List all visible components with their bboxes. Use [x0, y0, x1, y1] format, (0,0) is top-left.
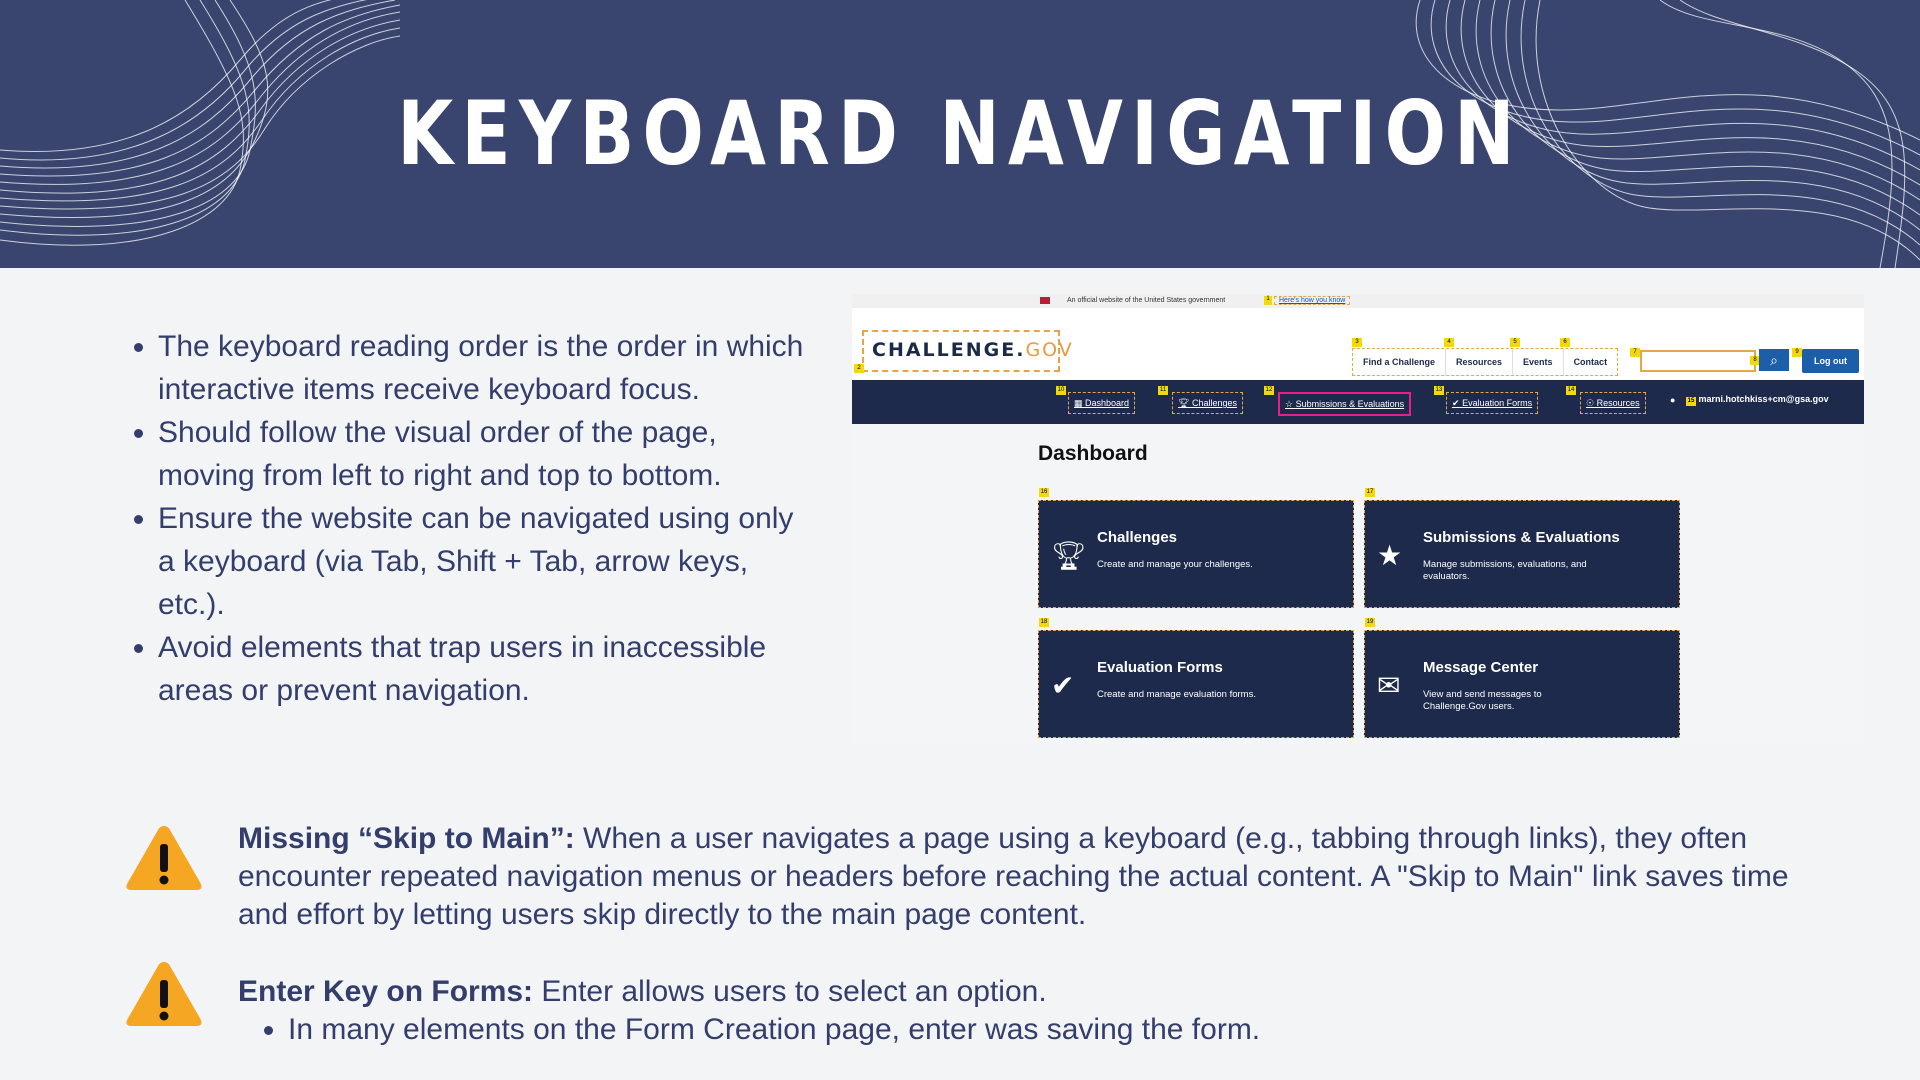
logo-main: CHALLENGE. — [872, 339, 1026, 361]
bullet-item: • Should follow the visual order of the page, moving from left to right and top to bottom. — [158, 411, 818, 497]
contact-link[interactable]: Contact — [1573, 357, 1608, 367]
card-description: Create and manage evaluation forms. — [1097, 689, 1256, 700]
star-icon: ☆ — [1285, 399, 1294, 409]
heres-how-you-know-link[interactable]: Here's how you know — [1274, 296, 1350, 305]
gov-banner-text: An official website of the United States government — [1067, 297, 1226, 304]
card-submissions-evaluations[interactable] — [1364, 500, 1680, 608]
nav-submissions-evaluations[interactable] — [1278, 392, 1411, 416]
trophy-icon: 🏆︎ — [1051, 540, 1087, 571]
tab-order-badge: 7 — [1630, 348, 1640, 357]
find-a-challenge-link[interactable]: Find a Challenge — [1353, 349, 1446, 375]
nav-label: Resources — [1596, 398, 1640, 408]
challenge-gov-logo[interactable] — [862, 330, 1074, 372]
warning-icon — [124, 958, 204, 1030]
card-title: Submissions & Evaluations — [1423, 529, 1620, 546]
slide-title: KEYBOARD NAVIGATION — [397, 82, 1523, 185]
note-label: Enter Key on Forms: — [238, 975, 534, 1008]
bullet-item: • Ensure the website can be navigated using only a keyboard (via Tab, Shift + Tab, arrow keys, etc.). — [158, 497, 818, 626]
slide-header — [0, 0, 1920, 268]
nav-label: Challenges — [1191, 398, 1237, 408]
check-circle-icon: ✔ — [1452, 398, 1460, 408]
nav-resources[interactable] — [1580, 392, 1646, 414]
user-email-text: marni.hotchkiss+cm@gsa.gov — [1698, 394, 1829, 404]
site-header — [852, 308, 1864, 380]
tab-order-badge: 5 — [1510, 338, 1520, 347]
card-title: Message Center — [1423, 659, 1539, 676]
tab-order-badge: 6 — [1560, 338, 1570, 347]
note-subitem: • In many elements on the Form Creation page, enter was saving the form. — [288, 1011, 1798, 1049]
tab-order-badge: 11 — [1159, 387, 1167, 393]
logo-suffix: GOV — [1025, 339, 1074, 361]
search-input[interactable] — [1640, 350, 1756, 372]
card-challenges[interactable] — [1038, 500, 1354, 608]
card-message-center[interactable] — [1364, 630, 1680, 738]
card-description: Manage submissions, evaluations, and evaluators. — [1423, 559, 1587, 582]
dashboard-title: Dashboard — [1038, 442, 1148, 465]
nav-label: Evaluation Forms — [1462, 398, 1533, 408]
bullet-item: • Avoid elements that trap users in inaccessible areas or prevent navigation. — [158, 626, 818, 712]
us-flag-icon — [1040, 297, 1050, 304]
card-evaluation-forms[interactable] — [1038, 630, 1354, 738]
tab-order-badge: 1 — [1264, 296, 1272, 305]
tab-order-badge: 14 — [1567, 387, 1575, 393]
search-icon: ⌕ — [1770, 352, 1778, 368]
embedded-screenshot — [852, 294, 1864, 744]
tab-order-badge: 15 — [1687, 398, 1695, 404]
search-button[interactable] — [1759, 349, 1789, 371]
grid-icon: ▦ — [1074, 398, 1083, 408]
tab-order-badge: 9 — [1792, 348, 1802, 357]
star-icon: ★ — [1377, 540, 1403, 571]
top-links — [1352, 348, 1618, 376]
check-circle-icon: ✔ — [1051, 670, 1075, 701]
card-description: View and send messages to Challenge.Gov users. — [1423, 689, 1542, 712]
bullet-item: • The keyboard reading order is the order in which interactive items receive keyboard focus. — [158, 325, 818, 411]
note-text: Enter allows users to select an option. — [533, 975, 1047, 1008]
events-link[interactable]: Events — [1513, 349, 1564, 375]
dashboard-nav — [852, 380, 1864, 424]
tab-order-badge: 12 — [1265, 387, 1273, 393]
note-label: Missing “Skip to Main”: — [238, 822, 575, 855]
tab-order-badge: 4 — [1444, 338, 1454, 347]
note-text: When a user navigates a page using a keyboard (e.g., tabbing through links), they often encounter repeated navigation menus or headers before reaching the actual content. A "Skip to Main" link saves time and effort by letting users skip directly to the main page content. — [238, 822, 1789, 931]
tab-order-badge: 8 — [1750, 356, 1760, 365]
resources-link[interactable]: Resources — [1446, 349, 1513, 375]
tab-order-badge: 3 — [1352, 338, 1362, 347]
tab-order-badge: 10 — [1057, 387, 1065, 393]
user-icon: ● — [1670, 395, 1676, 405]
tab-order-badge: 18 — [1040, 619, 1048, 625]
card-title: Evaluation Forms — [1097, 659, 1223, 676]
nav-label: Dashboard — [1085, 398, 1130, 408]
tab-order-badge: 13 — [1435, 387, 1443, 393]
note-sublist — [238, 1011, 1798, 1049]
envelope-icon: ✉ — [1377, 670, 1401, 701]
note-enter-key — [238, 973, 1798, 1049]
warning-icon — [124, 822, 204, 894]
lifebuoy-icon: ☉ — [1586, 398, 1595, 408]
note-skip-to-main — [238, 820, 1798, 934]
trophy-icon: 🏆︎ — [1178, 398, 1190, 408]
nav-challenges[interactable] — [1172, 392, 1243, 414]
tab-order-badge: 19 — [1366, 619, 1374, 625]
gov-banner — [852, 294, 1864, 308]
tab-order-badge: 2 — [854, 364, 864, 373]
card-title: Challenges — [1097, 529, 1178, 546]
logout-button[interactable]: Log out — [1802, 349, 1859, 373]
tab-order-badge: 16 — [1040, 489, 1048, 495]
nav-label: Submissions & Evaluations — [1295, 399, 1405, 409]
user-email[interactable] — [1686, 394, 1829, 406]
nav-dashboard[interactable] — [1068, 392, 1135, 414]
tab-order-badge: 17 — [1366, 489, 1374, 495]
nav-evaluation-forms[interactable] — [1446, 392, 1538, 414]
bullet-list — [130, 325, 818, 712]
card-description: Create and manage your challenges. — [1097, 559, 1253, 570]
